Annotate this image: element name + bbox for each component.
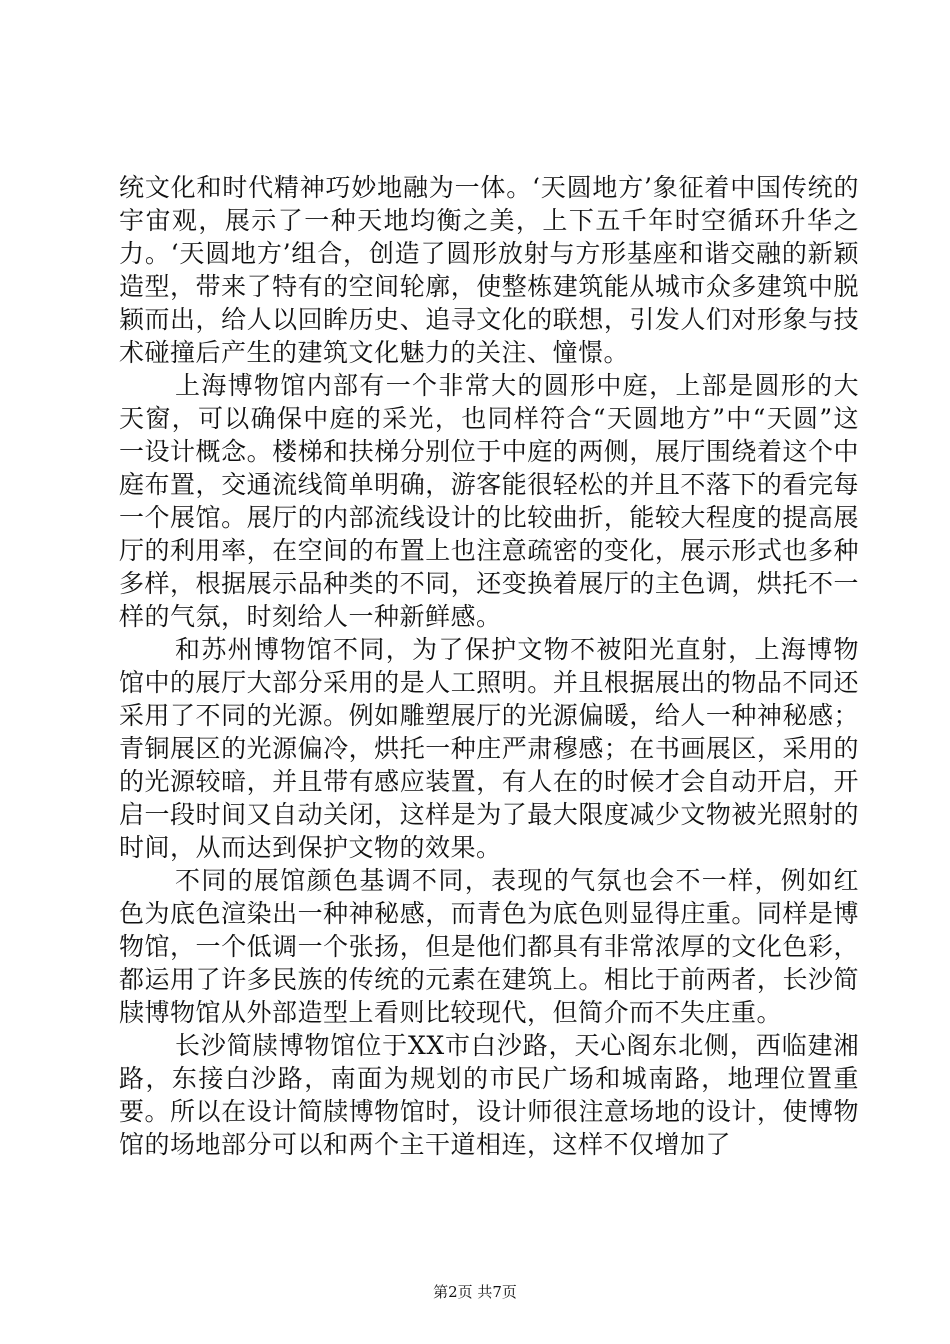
paragraph-changsha-museum-location: 长沙简牍博物馆位于XX市白沙路，天心阁东北侧，西临建湘路，东接白沙路，南面为规划的市民广场和城南路，地理位置重要。所以在设计简牍博物馆时，设计师很注意场地的设计，使博物馆的场地部分可以和两个主干道相连，这样不仅增加了 [119, 1031, 859, 1159]
paragraph-continued: 统文化和时代精神巧妙地融为一体。‘天圆地方’象征着中国传统的宇宙观，展示了一种天地均衡之美，上下五千年时空循环升华之力。‘天圆地方’组合，创造了圆形放射与方形基座和谐交融的新颖造型，带来了特有的空间轮廓，使整栋建筑能从城市众多建筑中脱颖而出，给人以回眸历史、追寻文化的联想，引发人们对形象与技术碰撞后产生的建筑文化魅力的关注、憧憬。 [119, 173, 859, 367]
paragraph-exhibit-color-tone: 不同的展馆颜色基调不同，表现的气氛也会不一样，例如红色为底色渲染出一种神秘感，而青色为底色则显得庄重。同样是博物馆，一个低调一个张扬，但是他们都具有非常浓厚的文化色彩，都运用了许多民族的传统的元素在建筑上。相比于前两者，长沙简牍博物馆从外部造型上看则比较现代，但简介而不失庄重。 [119, 866, 859, 1027]
paragraph-shanghai-museum-atrium: 上海博物馆内部有一个非常大的圆形中庭，上部是圆形的大天窗，可以确保中庭的采光，也同样符合“天圆地方”中“天圆”这一设计概念。楼梯和扶梯分别位于中庭的两侧，展厅围绕着这个中庭布置，交通流线简单明确，游客能很轻松的并且不落下的看完每一个展馆。展厅的内部流线设计的比较曲折，能较大程度的提高展厅的利用率，在空间的布置上也注意疏密的变化，展示形式也多种多样，根据展示品种类的不同，还变换着展厅的主色调，烘托不一样的气氛，时刻给人一种新鲜感。 [119, 371, 859, 631]
document-body [119, 171, 859, 1161]
paragraph-shanghai-museum-lighting: 和苏州博物馆不同，为了保护文物不被阳光直射，上海博物馆中的展厅大部分采用的是人工照明。并且根据展出的物品不同还采用了不同的光源。例如雕塑展厅的光源偏暖，给人一种神秘感；青铜展区的光源偏冷，烘托一种庄严肃穆感；在书画展区，采用的的光源较暗，并且带有感应装置，有人在的时候才会自动开启，开启一段时间又自动关闭，这样是为了最大限度减少文物被光照射的时间，从而达到保护文物的效果。 [119, 635, 859, 862]
page-number-footer: 第2页 共7页 [433, 1283, 517, 1301]
